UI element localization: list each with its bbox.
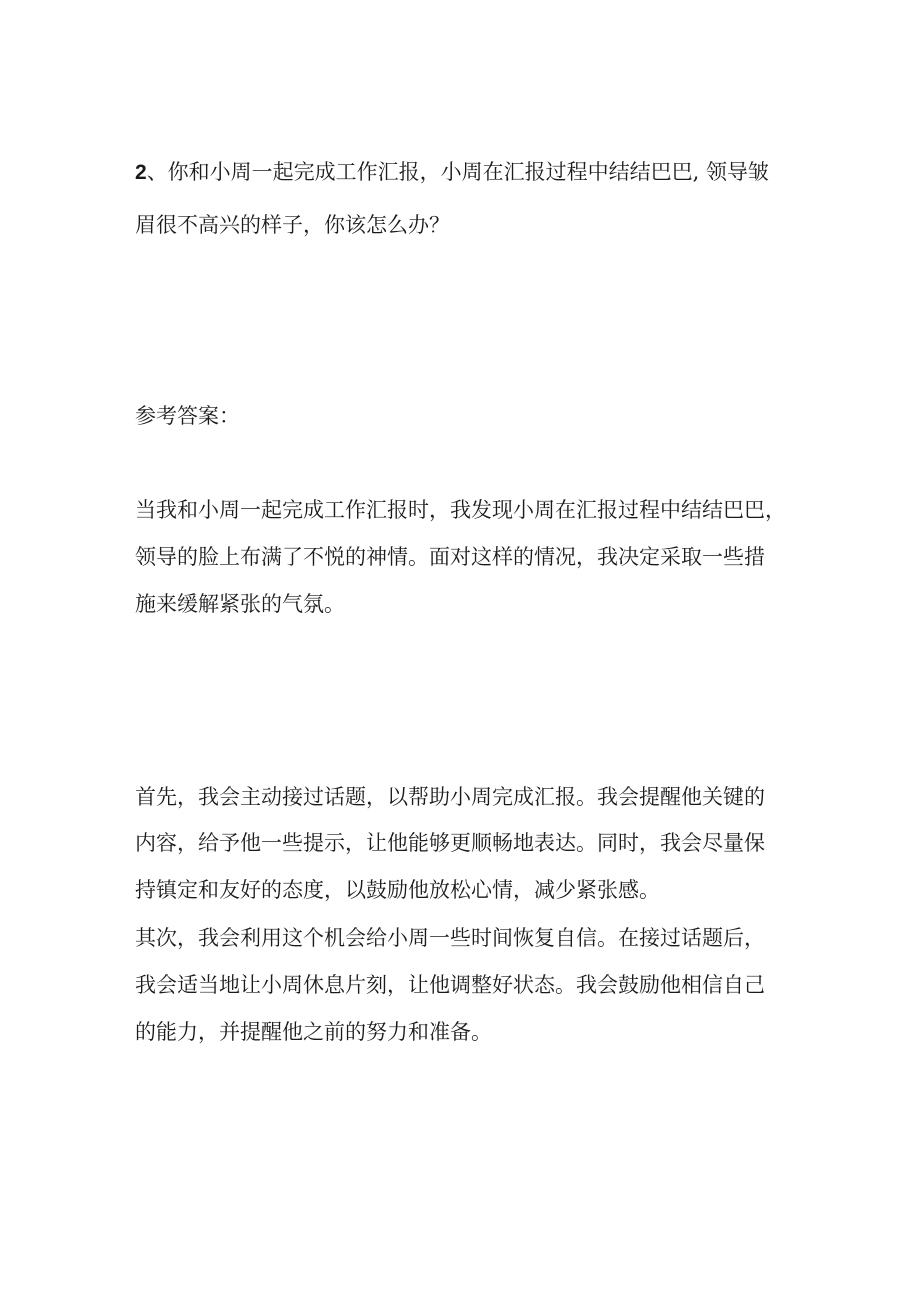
paragraph-1-line-1: 当我和小周一起完成工作汇报时，我发现小周在汇报过程中结结巴巴， (135, 498, 786, 522)
answer-heading: 参考答案： (135, 404, 240, 428)
paragraph-3-line-1: 其次，我会利用这个机会给小周一些时间恢复自信。在接过话题后， (135, 926, 765, 950)
paragraph-3-line-3: 的能力，并提醒他之前的努力和准备。 (135, 1020, 492, 1044)
question-text-1: 、你和小周一起完成工作汇报，小周在汇报过程中结结巴巴, 领导皱 (146, 160, 770, 184)
question-line-1 (135, 158, 769, 186)
paragraph-2-line-3: 持镇定和友好的态度，以鼓励他放松心情，减少紧张感。 (135, 878, 660, 902)
paragraph-1-line-2: 领导的脸上布满了不悦的神情。面对这样的情况，我决定采取一些措 (135, 545, 765, 569)
paragraph-2-line-2: 内容，给予他一些提示，让他能够更顺畅地表达。同时，我会尽量保 (135, 831, 765, 855)
question-line-2: 眉很不高兴的样子，你该怎么办？ (135, 213, 450, 237)
paragraph-1-line-3: 施来缓解紧张的气氛。 (135, 592, 345, 616)
paragraph-2-line-1: 首先，我会主动接过话题，以帮助小周完成汇报。我会提醒他关键的 (135, 785, 765, 809)
question-number: 2 (135, 161, 147, 184)
paragraph-3-line-2: 我会适当地让小周休息片刻，让他调整好状态。我会鼓励他相信自己 (135, 973, 765, 997)
